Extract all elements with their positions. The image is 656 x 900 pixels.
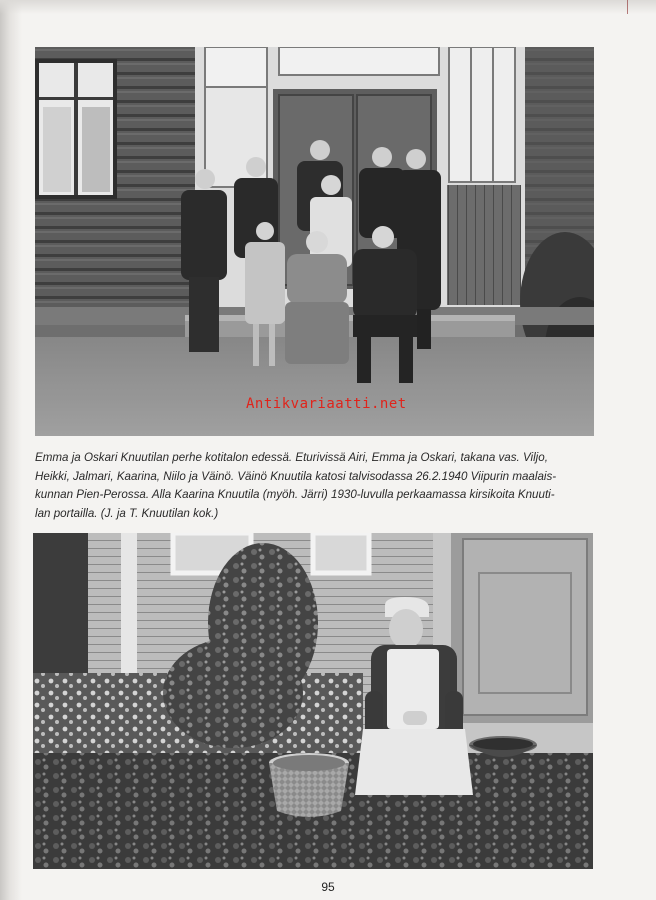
bookmark-ribbon [627, 0, 634, 14]
page-edge-shadow [0, 0, 22, 900]
family-photo [35, 47, 594, 436]
cherry-pitting-photo [33, 533, 593, 869]
caption-line: Emma ja Oskari Knuutilan perhe kotitalon edessä. Eturivissä Airi, Emma ja Oskari, takana vas. Viljo, [35, 451, 548, 464]
caption-line: kunnan Pien-Perossa. Alla Kaarina Knuutila (myöh. Järri) 1930-luvulla perkaamassa kirsikoita Knuuti- [35, 488, 555, 501]
cherry-pitting-photo-illustration [33, 533, 593, 869]
caption-line: Heikki, Jalmari, Kaarina, Niilo ja Väinö. Väinö Knuutila katosi talvisodassa 26.2.1940 Viipurin maalais- [35, 469, 557, 483]
watermark: Antikvariaatti.net [246, 396, 407, 412]
family-photo-illustration [35, 47, 594, 436]
page-top-shadow [0, 0, 656, 14]
caption-line: lan portailla. (J. ja T. Knuutilan kok.) [35, 506, 219, 520]
page-number: 95 [321, 880, 335, 894]
photo-caption [35, 449, 595, 523]
